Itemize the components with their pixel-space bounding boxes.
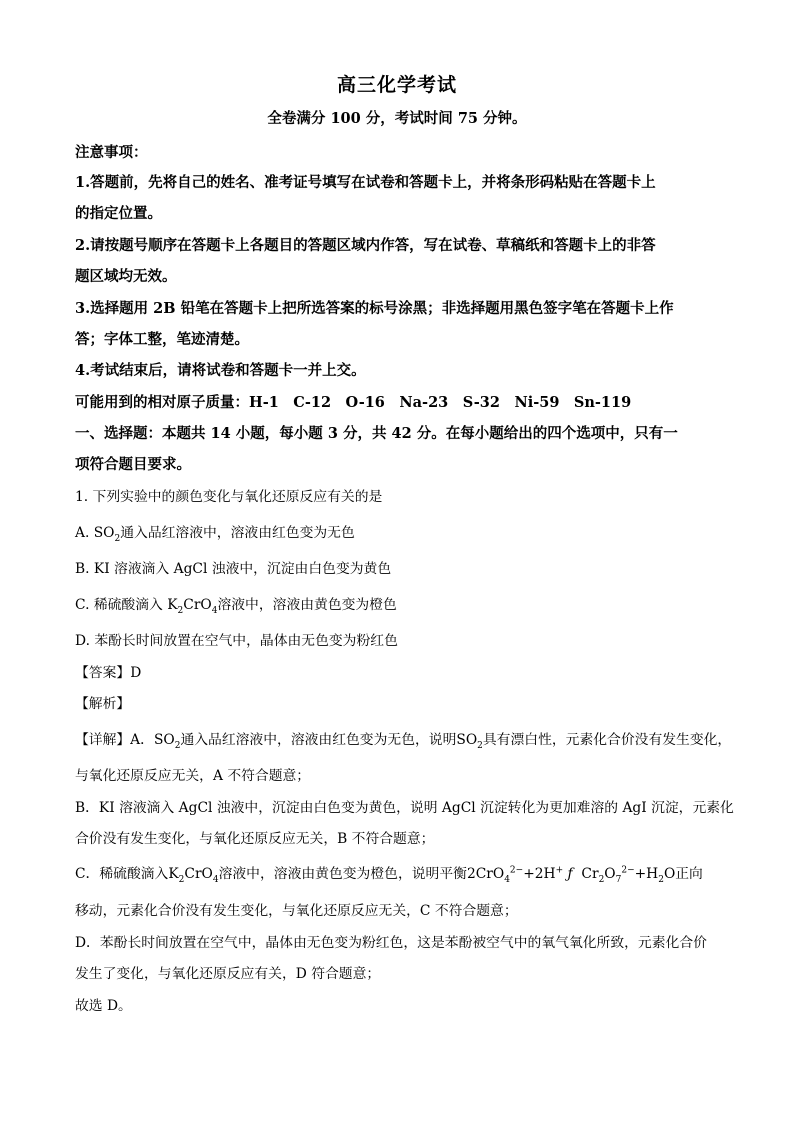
option-d: D. 苯酚长时间放置在空气中，晶体由无色变为粉红色 xyxy=(75,633,398,649)
note-3-line-2: 答；字体工整，笔迹清楚。 xyxy=(75,331,249,348)
question-stem: 1. 下列实验中的颜色变化与氧化还原反应有关的是 xyxy=(75,489,383,505)
detail-line-5: C．稀硫酸滴入$K_2CrO_4$溶液中，溶液由黄色变为橙色，说明平衡2CrO$_4^{2-}$+2H+ ƒ $Cr_2O_7^{2-}+H_2O$正向 xyxy=(75,865,703,885)
notes-heading: 注意事项： xyxy=(75,144,148,161)
section-heading-line-2: 项符合题目要求。 xyxy=(75,456,191,473)
detail-line-6: 移动，元素化合价没有发生变化，与氧化还原反应无关，C 不符合题意； xyxy=(75,903,518,919)
option-b: B. KI 溶液滴入 AgCl 浊液中，沉淀由白色变为黄色 xyxy=(75,561,392,577)
detail-line-4: 合价没有发生变化，与氧化还原反应无关，B 不符合题意； xyxy=(75,831,435,847)
detail-conclusion: 故选 D。 xyxy=(75,998,132,1014)
equilibrium-equation: 2CrO$_4^{2-}$+2H+ ƒ $Cr_2O_7^{2-}+H_2O$ xyxy=(466,865,676,885)
exam-title: 高三化学考试 xyxy=(336,74,457,96)
equilibrium-arrow-glyph: ƒ xyxy=(567,866,573,882)
note-1-line-2: 的指定位置。 xyxy=(75,205,162,222)
exam-subtitle: 全卷满分 100 分，考试时间 75 分钟。 xyxy=(267,110,527,127)
note-1-line-1: 1.答题前，先将自己的姓名、准考证号填写在试卷和答题卡上，并将条形码粘贴在答题卡上 xyxy=(75,174,656,191)
analysis-label: 【解析】 xyxy=(75,696,131,712)
answer-label: 【答案】 xyxy=(75,665,131,681)
note-4: 4.考试结束后，请将试卷和答题卡一并上交。 xyxy=(75,362,366,379)
detail-line-7: D．苯酚长时间放置在空气中，晶体由无色变为粉红色，这是苯酚被空气中的氧气氧化所致，元素化合价 xyxy=(75,935,707,951)
answer-line xyxy=(75,661,141,681)
detail-line-8: 发生了变化，与氧化还原反应有关，D 符合题意； xyxy=(75,966,381,982)
answer-value: D xyxy=(130,665,142,681)
detail-line-2: 与氧化还原反应无关，A 不符合题意； xyxy=(75,768,311,784)
section-heading-line-1: 一、选择题：本题共 14 小题，每小题 3 分，共 42 分。在每小题给出的四个选项中，只有一 xyxy=(75,425,678,442)
note-2-line-1: 2.请按题号顺序在答题卡上各题目的答题区域内作答，写在试卷、草稿纸和答题卡上的非答 xyxy=(75,237,656,254)
note-2-line-2: 题区域均无效。 xyxy=(75,268,177,285)
atomic-masses: 可能用到的相对原子质量：H-1 C-12 O-16 Na-23 S-32 Ni-59 Sn-119 xyxy=(75,394,632,411)
detail-line-3: B．KI 溶液滴入 AgCl 浊液中，沉淀由白色变为黄色，说明 AgCl 沉淀转化为更加难溶的 AgI 沉淀，元素化 xyxy=(75,800,734,816)
option-c: C. 稀硫酸滴入 $K_2CrO_4$溶液中，溶液由黄色变为橙色 xyxy=(75,597,397,616)
note-3-line-1: 3.选择题用 2B 铅笔在答题卡上把所选答案的标号涂黑；非选择题用黑色签字笔在答题卡上作 xyxy=(75,300,674,317)
option-a: A. $SO_2$通入品红溶液中，溶液由红色变为无色 xyxy=(75,525,355,544)
detail-line-1: 【详解】A．$SO_2$通入品红溶液中，溶液由红色变为无色，说明$SO_2$具有漂白性，元素化合价没有发生变化， xyxy=(75,732,732,751)
